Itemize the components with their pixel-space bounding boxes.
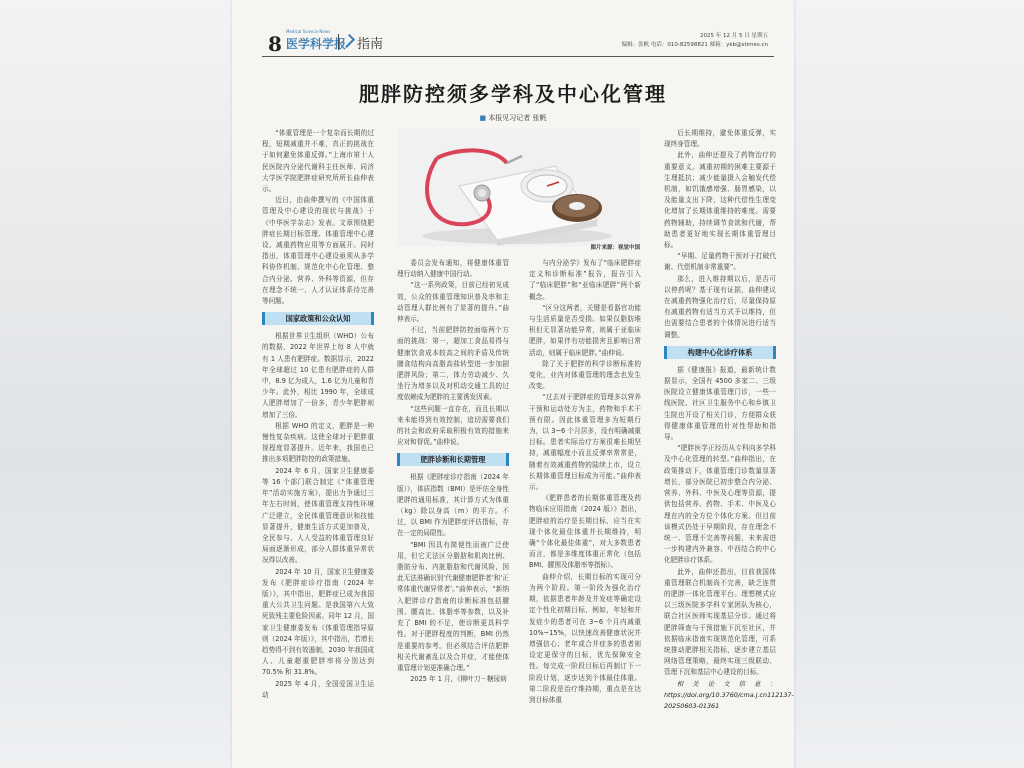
section-heading-center: 构建中心化诊疗体系 [664,346,776,359]
section-label: 指南 [344,33,383,52]
article-column-1 [262,128,374,758]
article-column-3 [529,258,641,758]
scale-stethoscope-illustration [397,128,640,246]
paragraph: 此外，曲伸还指出，目前我国体重管理联合机制尚不完善，缺乏连贯的肥胖一体化管理平台。理想模式应以三级医院多学科专家团队为核心，联合社区医师实现基层分诊。通过将肥胖筛查与干预措施下沉至社区，并依据临床指南实现规范化管理，可系统推动肥胖相关指标，逐步建立基层网络管理策略，最终实现三级联动、管理下沉和基层中心建设的目标。 [664,567,776,677]
paragraph: 与内分泌学》发布了“临床肥胖症定义和诊断标准”报告，报告引入了“临床肥胖”和“亚临床肥胖”两个新概念。 [529,259,641,301]
paragraph: “过去对于肥胖症的管理多以营养干预和运动处方为主，药物和手术干预有限。因此体重管理多为短期行为，以 3~6 个月居多，没有明确减重目标。患者实际治疗方案很难长期坚持，减重幅度小而且反弹率常常是，随着有效减重药物的陆续上市，设立长期体重管理目标成为可能。”曲伸表示。 [529,393,641,492]
doi-reference: 相关论文信息：https://doi.org/10.3760/cma.j.cn112137-20250603-01361 [664,679,794,710]
paragraph: “早期、足量药物干预对于打破代谢、代偿机制非常重要”。 [664,252,776,272]
editor-contact: 编辑：张帆 电话：010-82598821 邮箱：ykb@stimes.cn [621,42,768,48]
section-heading-policy: 国家政策和公众认知 [262,312,374,325]
paragraph: 据《健康报》报道，最新统计数据显示，全国有 4500 多家二、三级医院设立健康体重管理门诊，一些一线医院、社区卫生服务中心和乡镇卫生院也开设了相关门诊，方便群众获得健康体重管理的针对性帮助和指导。 [664,365,776,442]
newspaper-logo [286,29,347,52]
issue-date: 2025 年 12 月 5 日 星期五 [700,33,768,39]
paragraph: 2024 年 10 月，国家卫生健康委发布《肥胖症诊疗指南（2024 年版）》，其中指出，肥胖症已成为我国重大公共卫生问题。是我国第六大致死致残主要危险因素。同年 12 月，国家卫生健康委发布《体重管理指导原则（2024 年版）》，其中指出，若增长趋势得不到有效遏制，2030 年我国成人、儿童超重肥胖率将分别达到 70.5% 和 31.8%。 [262,567,374,677]
paragraph: 根据世界卫生组织（WHO）公布的数据，2022 年世界上每 8 人中就有 1 人患有肥胖症。数据显示，2022 年全球超过 10 亿患有肥胖症的人群中，8.9 亿为成人，1.6 亿为儿童和青少年。此外，相比 1990 年，全球成人肥胖增加了一倍多，青少年肥胖则增加了三倍。 [262,332,374,419]
paragraph: 曲伸介绍，长期目标的实现可分为两个阶段。第一阶段为强化治疗期，依据患者年龄及并发症等确定设定个性化初期目标，例如，年轻和并发症少的患者可在 3~6 个月内减重 10%~15%，以快速改善健康状况并增强信心；老年或合并症多的患者则设定更保守的目标，优先保障安全性。每完成一阶段目标后再制订下一阶段计划，逐步达到个体最佳体重。第二阶段是治疗维持期，重点是在达到目标体重 [529,572,641,704]
article-title: 肥胖防控须多学科及中心化管理 [359,82,667,106]
paragraph: 此外，曲伸还提及了药物治疗的重要意义。减重初期的困难主要源于生理抵抗；减少能量摄入会触发代偿机制，如饥饿感增强、肠胃感染，以及能量支出下降，这种代偿性生理变化增加了长期体重维持的难度。需要药物辅助，持续调节食欲和代谢，帮助患者更好地实现长期体重管理目标。 [664,151,776,250]
paragraph: 除了关于肥胖的科学诊断标准的变化，业内对体重管理的理念也发生改变。 [529,359,641,391]
byline-text: 本报见习记者 张帆 [488,114,547,122]
paragraph: “区分这两者，关键是看器官功能与生活质量是否受损。如果仅脂肪堆积但无显著功能异常，则属于亚临床肥胖，如果伴有功能损害且影响日常活动，则属于临床肥胖。”曲伸说。 [529,303,641,357]
page-header [262,30,774,57]
paragraph: 那么，进入维持期以后，是否可以停药呢？基于现有证据，曲伸建议在减重药物强化治疗后，尽量保持原有减重药物有适当方式予以维持，但也需要结合患者的个体情况进行适当调整。 [664,274,776,339]
paragraph: “肥胖医学正经历从专科向多学科及中心化管理的转型。”曲伸指出，在政策推动下，体重管理门诊数量显著增长，部分医院已初步整合内分泌、营养、外科、中医及心理等资源，提供包括营养、药物、手术、中医及心理在内的全方位个体化方案。但目前该模式仍处于早期阶段，存在理念不统一、管理不完善等问题，未来需进一步构建内外兼容、中西结合的中心化肥胖诊疗体系。 [664,444,776,565]
background-right [794,0,1024,768]
article-byline [232,113,794,123]
header-divider [338,34,339,50]
article-photo [397,128,640,246]
paragraph: “BMI 因具有简便性而被广泛使用，但它无法区分脂肪和肌肉比例、脂肪分布、内脏脂肪和代谢风险，因此无法准确识别‘代谢健康肥胖者’和‘正常体重代谢异常者’。”曲伸表示，“新纳入肥胖诊疗指南的诊断标准包括腰围、腰高比、体脂率等参数，以及补充了 BMI 的不足，使诊断更具科学性。对于肥胖程度的判断，BMI 仍然是重要的参考。但必须结合评估肥胖相关代谢紊乱以及合并症，才能使体重管理计划更准确合理。” [397,540,509,672]
newspaper-page [232,0,794,768]
paragraph: “体重管理是一个复杂而长期的过程，短期减重并不难，真正的挑战在于如何避免体重反弹。”上海市第十人民医院内分泌代谢科主任医师、同济大学医学院肥胖症研究所所长曲伸表示。 [262,129,374,194]
paragraph: 根据《肥胖症诊疗指南（2024 年版）》，体质指数（BMI）是评估全身性肥胖的通用标准，其计算方式为体重（kg）除以身高（m）的平方。不过，以 BMI 作为肥胖症评估指标，存在一定的局限性。 [397,473,509,538]
photo-credit: 图片来源：视觉中国 [590,245,640,251]
paragraph: 2025 年 4 月，全国爱国卫生运动 [262,679,374,699]
paragraph: 不过，当前肥胖防控面临两个方面的挑战：第一，超加工食品易得与健康饮食成本较高之间的矛盾及传统膳食结构向高脂高盐转型进一步加剧肥胖风险；第二，体力劳动减少、久坐行为增多以及对机动交通工具的过度依赖成为肥胖的主要诱发因素。 [397,326,509,402]
logo-subtitle: Medical Science News [286,29,331,34]
paragraph: 2025 年 1 月，《柳叶刀－糖尿病 [410,675,507,684]
page-number: 8 [268,32,282,56]
paragraph: 委员会发布通知，将健康体重管理行动纳入健康中国行动。 [397,259,509,279]
logo-text: 医学科学报 [286,37,347,51]
section-heading-diagnosis: 肥胖诊断和长期管理 [397,453,509,466]
paragraph: 《肥胖患者的长期体重管理及药物临床应用指南（2024 版）》指出，肥胖症的治疗是长期目标，应当在实现个体化最佳体重并长期维持，明确“个体化最佳体重”，对大多数患者而言，都是多维度体重正常化（包括 BMI、腰围及体脂率等指标）。 [529,494,641,570]
article-column-4 [664,128,794,758]
paragraph: 近日，由曲伸撰写的《中国体重管理及中心建设的现状与挑战》于《中华医学杂志》发表。文章围绕肥胖症长期目标管理、体重管理中心建设、减重药物应用等方面展开。同时指出，体重管理中心建设亟须从多学科协作机制、规范化中心化管理、整合内分泌、营养、外科等资源，但存在理念不统一、人才认证体系待完善等问题。 [262,196,374,306]
paragraph: 2024 年 6 月，国家卫生健康委等 16 个部门联合制定《“体重管理年”活动实施方案》，提出力争通过三年左右时间，使体重管理支持性环境广泛建立，全民体重管理意识和技能显著提升，健康生活方式更加普及，全民参与、人人受益的体重管理良好局面逐渐形成，部分人群体重异常状况得以改善。 [262,466,374,565]
paragraph: “这一系列政策，目前已经初见成效，公众的体重管理知识普及率和主动管理人群比例有了显著的提升。”曲伸表示。 [397,281,509,324]
byline-bullet-icon: ■ [479,114,487,122]
article-column-2 [397,258,509,758]
paragraph: 后长期维持，避免体重反弹，实现终身管理。 [664,129,776,149]
background-left [0,0,232,768]
paragraph: “这些问题一直存在，而且长期以来未能得到有效控制，追切需要我们的社会和政府采取积极有效的措施来应对和督促。”曲伸说。 [397,404,509,447]
paragraph: 根据 WHO 的定义，肥胖是一种慢性复杂疾病。这使全球对于肥胖重视程度显著提升。近年来，我国也已推出多项肥胖防控的政策措施。 [262,421,374,464]
